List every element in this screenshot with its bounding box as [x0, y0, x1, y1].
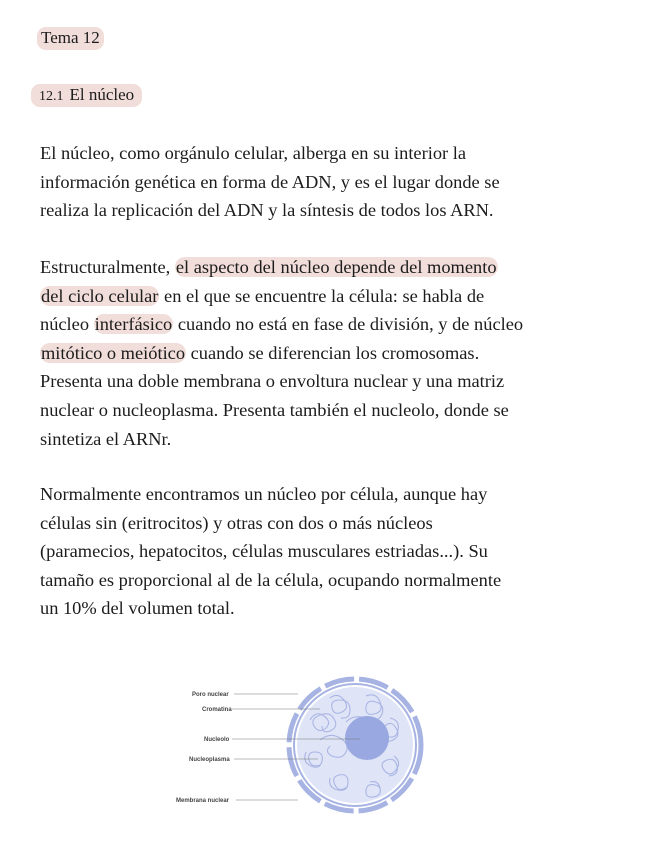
text-segment: cuando se diferencian los cromosomas. — [186, 342, 480, 363]
text-line: un 10% del volumen total. — [40, 598, 235, 619]
label-nucleolus: Nucleolo — [204, 737, 230, 743]
section-heading — [31, 84, 142, 107]
nucleus-diagram — [170, 660, 440, 830]
text-segment: Estructuralmente, — [40, 257, 175, 277]
section-title: El núcleo — [69, 85, 135, 104]
paragraph-intro — [40, 139, 640, 225]
text-line — [40, 253, 640, 282]
text-line — [40, 282, 640, 311]
label-nuclear-pore: Poro nuclear — [192, 692, 229, 698]
highlighted-text: mitótico o meiótico — [41, 342, 186, 363]
text-line: (paramecios, hepatocitos, células musculares estriadas...). Su — [40, 541, 488, 562]
text-line: realiza la replicación del ADN y la síntesis de todos los ARN. — [40, 200, 494, 221]
text-segment: núcleo — [40, 314, 94, 335]
paragraph-count-size — [40, 480, 640, 623]
section-number: 12.1 — [39, 89, 64, 104]
nucleolus — [345, 716, 389, 760]
text-line: nuclear o nucleoplasma. Presenta también el nucleolo, donde se — [40, 399, 509, 420]
highlighted-text: el aspecto del núcleo depende del momento — [175, 257, 497, 277]
text-line: Normalmente encontramos un núcleo por célula, aunque hay — [40, 484, 488, 504]
topic-heading: Tema 12 — [37, 27, 104, 50]
label-nuclear-membrane: Membrana nuclear — [176, 798, 230, 804]
highlighted-text: del ciclo celular — [41, 285, 159, 306]
text-line: El núcleo, como orgánulo celular, alberga en su interior la — [40, 143, 467, 163]
text-line — [40, 339, 640, 368]
label-chromatin: Cromatina — [202, 707, 232, 713]
text-line: Presenta una doble membrana o envoltura nuclear y una matriz — [40, 371, 505, 392]
paragraph-structure — [40, 253, 640, 453]
text-segment: en el que se encuentre la célula: se habla de — [159, 285, 485, 306]
text-line: sintetiza el ARNr. — [40, 428, 172, 449]
text-line: células sin (eritrocitos) y otras con dos o más núcleos — [40, 512, 433, 533]
highlighted-text: interfásico — [94, 314, 173, 335]
text-segment: cuando no está en fase de división, y de núcleo — [173, 314, 524, 335]
text-line: tamaño es proporcional al de la célula, ocupando normalmente — [40, 569, 502, 590]
label-nucleoplasm: Nucleoplasma — [189, 757, 230, 763]
text-line — [40, 310, 640, 339]
text-line: información genética en forma de ADN, y es el lugar donde se — [40, 171, 500, 192]
